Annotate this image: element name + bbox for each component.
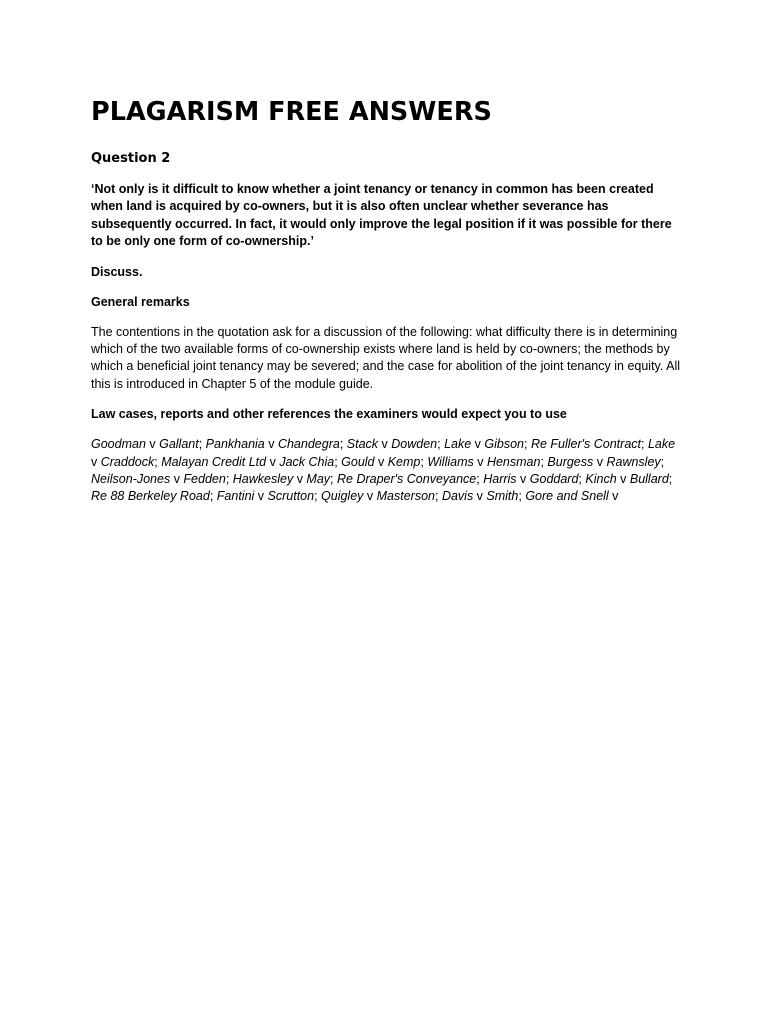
case-party: Gibson bbox=[484, 437, 524, 452]
case-separator: ; bbox=[518, 489, 526, 504]
case-separator: ; bbox=[330, 472, 337, 487]
versus-label: v bbox=[170, 472, 184, 487]
case-separator: ; bbox=[578, 472, 586, 487]
case-separator: ; bbox=[314, 489, 322, 504]
case-party: Stack bbox=[346, 437, 379, 452]
case-party: Kemp bbox=[387, 454, 421, 469]
question-quote: ‘Not only is it difficult to know whether a joint tenancy or tenancy in common has been created when land is acquired by co-owners, but it is also often unclear whether severance has subsequently occurred. In fact, it would only improve the legal position if it was possible for there to be only one form of co-ownership.’ bbox=[91, 182, 672, 249]
case-party: Burgess bbox=[547, 454, 594, 469]
case-citation bbox=[483, 472, 578, 486]
case-citation bbox=[217, 489, 314, 503]
case-separator: ; bbox=[198, 437, 206, 452]
case-citation bbox=[347, 437, 437, 451]
case-party: Chandegra bbox=[277, 437, 340, 452]
case-citation bbox=[161, 455, 334, 469]
case-party: Neilson-Jones bbox=[91, 472, 171, 487]
case-party: Masterson bbox=[376, 489, 435, 504]
question-heading: Question 2 bbox=[91, 151, 171, 166]
case-separator: ; bbox=[437, 437, 445, 452]
case-name: Re Fuller's Contract bbox=[530, 437, 641, 452]
case-separator: ; bbox=[154, 454, 162, 469]
case-separator: ; bbox=[334, 454, 342, 469]
versus-label: v bbox=[145, 437, 160, 452]
general-remarks-heading: General remarks bbox=[91, 294, 190, 309]
case-party: Gallant bbox=[159, 437, 199, 452]
case-party: Quigley bbox=[321, 489, 364, 504]
versus-label: v bbox=[471, 437, 485, 452]
versus-label: v bbox=[254, 489, 268, 504]
case-separator: ; bbox=[668, 472, 673, 487]
case-party: Fedden bbox=[183, 472, 226, 487]
case-citation bbox=[321, 489, 435, 503]
case-separator: ; bbox=[209, 489, 217, 504]
case-party: Craddock bbox=[100, 454, 155, 469]
case-separator: ; bbox=[420, 454, 428, 469]
versus-label: v bbox=[516, 472, 530, 487]
case-party: Williams bbox=[427, 454, 474, 469]
versus-label: v bbox=[363, 489, 377, 504]
case-citation bbox=[585, 472, 668, 486]
case-citation bbox=[341, 455, 420, 469]
case-citation bbox=[91, 472, 226, 486]
case-party: Lake bbox=[444, 437, 472, 452]
case-party: Lake bbox=[647, 437, 676, 452]
case-separator: ; bbox=[641, 437, 648, 452]
versus-label: v bbox=[266, 454, 280, 469]
case-separator: ; bbox=[434, 489, 442, 504]
case-party: Smith bbox=[486, 489, 519, 504]
case-citation bbox=[531, 437, 641, 451]
case-party: Dowden bbox=[391, 437, 438, 452]
case-name: Re Draper's Conveyance bbox=[337, 472, 477, 487]
case-party: Goddard bbox=[529, 472, 579, 487]
versus-label: v bbox=[473, 454, 487, 469]
document-page bbox=[91, 96, 681, 506]
case-separator: ; bbox=[476, 472, 484, 487]
case-separator: ; bbox=[660, 454, 665, 469]
case-party: Bullard bbox=[629, 472, 669, 487]
case-party: Scrutton bbox=[267, 489, 315, 504]
case-citation bbox=[233, 472, 330, 486]
case-citation bbox=[444, 437, 524, 451]
document-title: PLAGARISM FREE ANSWERS bbox=[91, 97, 492, 127]
versus-label: v bbox=[264, 437, 278, 452]
case-party: Davis bbox=[441, 489, 474, 504]
case-separator: ; bbox=[523, 437, 531, 452]
versus-label: v bbox=[608, 489, 619, 504]
case-citation bbox=[206, 437, 340, 451]
references-heading: Law cases, reports and other references the examiners would expect you to use bbox=[91, 407, 567, 422]
case-name: Re 88 Berkeley Road bbox=[91, 489, 210, 504]
case-list bbox=[91, 436, 681, 506]
case-citation bbox=[525, 489, 618, 503]
case-separator: ; bbox=[339, 437, 347, 452]
case-party: Jack Chia bbox=[279, 454, 335, 469]
versus-label: v bbox=[473, 489, 487, 504]
case-citation bbox=[91, 489, 210, 503]
versus-label: v bbox=[378, 437, 392, 452]
case-party: Hawkesley bbox=[232, 472, 294, 487]
case-separator: ; bbox=[540, 454, 548, 469]
case-party: Fantini bbox=[216, 489, 255, 504]
versus-label: v bbox=[374, 454, 388, 469]
case-party: Kinch bbox=[585, 472, 617, 487]
case-party: May bbox=[306, 472, 331, 487]
case-party: Goodman bbox=[91, 437, 146, 452]
case-citation bbox=[337, 472, 476, 486]
versus-label: v bbox=[593, 454, 607, 469]
case-citation bbox=[427, 455, 540, 469]
case-party: Gore and Snell bbox=[525, 489, 609, 504]
case-party: Malayan Credit Ltd bbox=[161, 454, 267, 469]
versus-label: v bbox=[616, 472, 630, 487]
case-citation bbox=[442, 489, 518, 503]
general-remarks-text: The contentions in the quotation ask for a discussion of the following: what difficulty there is in determining which of the two available forms of co-ownership exists where land is held by co-owners; the methods by which a beneficial joint tenancy may be severed; and the case for abolition of the joint tenancy in equity. All this is introduced in Chapter 5 of the module guide. bbox=[91, 324, 681, 391]
case-party: Rawnsley bbox=[606, 454, 661, 469]
case-party: Pankhania bbox=[205, 437, 265, 452]
question-instruction: Discuss. bbox=[91, 264, 143, 279]
case-separator: ; bbox=[225, 472, 233, 487]
case-party: Hensman bbox=[486, 454, 541, 469]
versus-label: v bbox=[293, 472, 307, 487]
case-citation bbox=[91, 437, 199, 451]
case-citation bbox=[547, 455, 660, 469]
case-party: Gould bbox=[341, 454, 375, 469]
case-party: Harris bbox=[483, 472, 517, 487]
versus-label: v bbox=[91, 454, 101, 469]
